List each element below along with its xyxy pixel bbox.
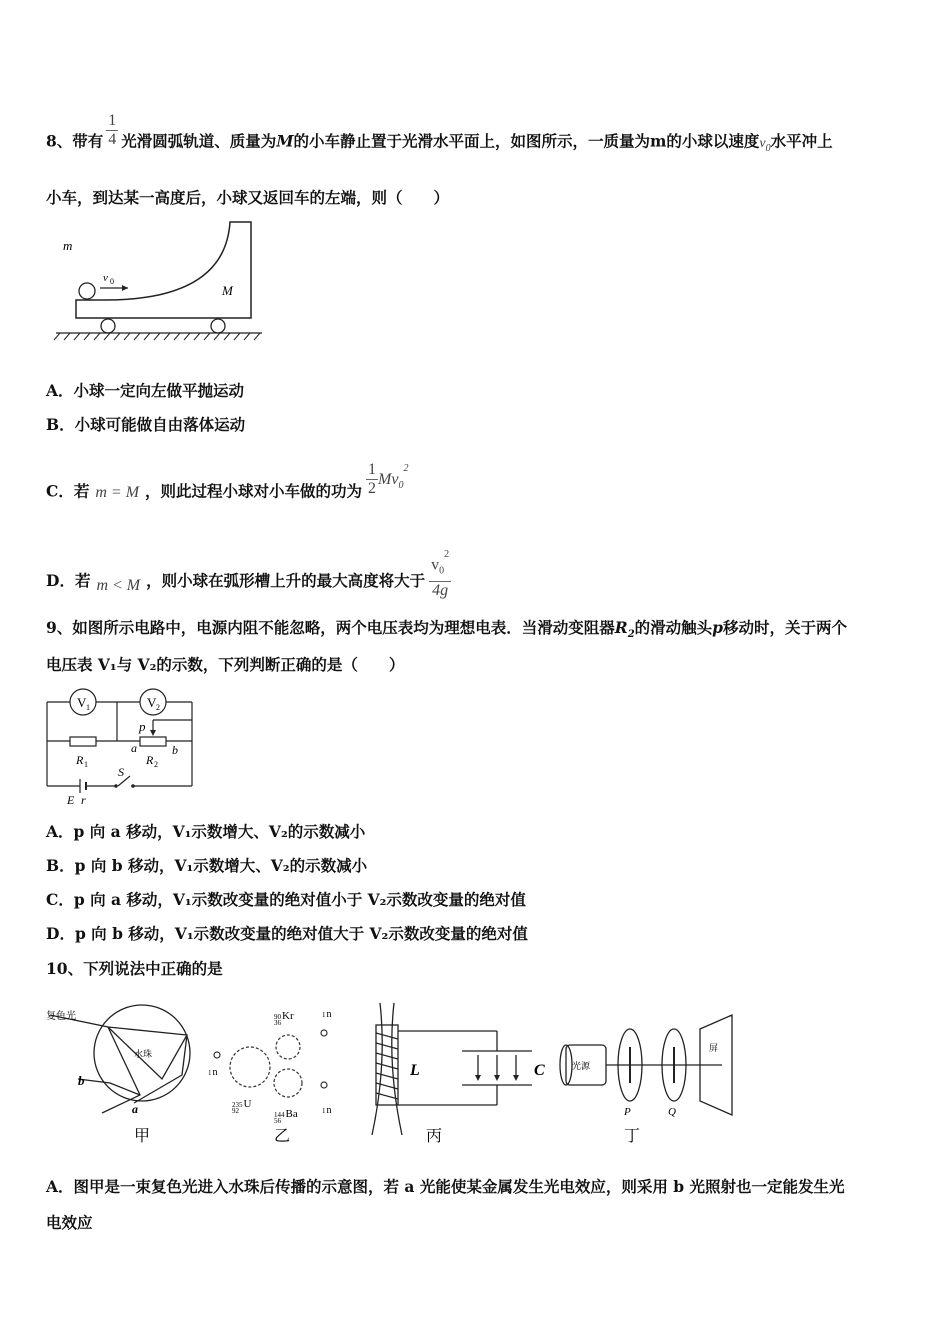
fig-ding-guangyuan: 光源 <box>572 1061 591 1071</box>
fig-yi-n-left: 1n <box>208 1067 218 1078</box>
q9-fig-v2: V <box>147 695 157 710</box>
q9-option-b: B．p 向 b 移动，V₁示数增大、V₂的示数减小 <box>46 856 368 875</box>
fig-ding-q: Q <box>668 1106 676 1118</box>
q9-fig-s: S <box>118 765 124 779</box>
q9-fig-v1: V <box>77 695 87 710</box>
fig-jia-caption: 甲 <box>134 1128 151 1145</box>
fig-yi-ba: 144Ba <box>274 1108 298 1120</box>
q9-fig-e: E <box>67 793 75 806</box>
q9-option-a: A．p 向 a 移动，V₁示数增大、V₂的示数减小 <box>46 822 366 841</box>
fig-yi-u: 235U <box>232 1098 252 1110</box>
q8-quarter-fraction: $\frac{1}{4}$ <box>108 112 117 148</box>
fig-jia-shuizhu-label: 水珠 <box>134 1049 153 1059</box>
fig-bing-caption: 丙 <box>426 1128 443 1145</box>
fig-ding-ping: 屏 <box>709 1043 719 1053</box>
fig-jia-fuse-label: 复色光 <box>46 1011 76 1022</box>
q8-option-b: B．小球可能做自由落体运动 <box>46 415 246 434</box>
q9-line2: 电压表 V₁与 V₂的示数，下列判断正确的是（ ） <box>46 655 405 674</box>
q9-fig-r: r <box>81 793 86 806</box>
svg-text:36: 36 <box>274 1019 281 1027</box>
svg-text:92: 92 <box>232 1107 239 1115</box>
q9-fig-r1: R <box>76 753 84 767</box>
q10-option-a-line1: A．图甲是一束复色光进入水珠后传播的示意图，若 a 光能使某金属发生光电效应，则采用 b 光照射也一定能发生光 <box>46 1177 845 1196</box>
q8-d-fraction: $\frac{v_0^2}{4g}$ <box>431 549 450 599</box>
q8-fig-M-label: M <box>222 283 233 298</box>
fig-bing <box>372 1003 532 1135</box>
fig-jia-b-label: b <box>78 1073 85 1088</box>
q9-option-d: D．p 向 b 移动，V₁示数改变量的绝对值大于 V₂示数改变量的绝对值 <box>46 924 528 943</box>
q8-option-a: A．小球一定向左做平抛运动 <box>46 381 245 400</box>
q9-fig-p: p <box>139 719 146 734</box>
svg-text:2: 2 <box>156 703 160 712</box>
q10-line1: 10、下列说法中正确的是 <box>46 959 223 978</box>
q9-fig-r2: R <box>146 753 154 767</box>
q8-number: 8、带有 <box>46 131 104 151</box>
q8-option-c: C．若 m = M ，则此过程小球对小车做的功为 $\frac{1}{2}$ $Mv_0^2$ <box>46 461 409 501</box>
fig-yi-kr: 90Kr <box>274 1010 294 1022</box>
svg-text:2: 2 <box>154 760 158 769</box>
q8-fig-m-label: m <box>63 238 73 253</box>
q9-circuit-figure <box>42 686 202 806</box>
svg-text:56: 56 <box>274 1117 281 1125</box>
q9-fig-b: b <box>172 743 178 757</box>
q8-c-fraction: $\frac{1}{2}$ <box>368 461 377 497</box>
fig-ding-caption: 丁 <box>624 1128 641 1145</box>
svg-text:1: 1 <box>86 703 90 712</box>
q9-fig-a: a <box>131 741 137 755</box>
fig-yi <box>214 1030 327 1097</box>
q8-fig-v-sub: 0 <box>110 277 114 286</box>
fig-jia-a-label: a <box>132 1102 138 1116</box>
fig-ding-p: P <box>624 1106 631 1118</box>
fig-yi-n-bottom: 1n <box>322 1105 332 1116</box>
q8-cart-figure <box>50 218 280 348</box>
fig-bing-c-label: C <box>534 1062 545 1079</box>
q8-option-d: D．若 m < M ，则小球在弧形槽上升的最大高度将大于 $\frac{v_0^2}{4g}$ <box>46 549 450 599</box>
q9-line1: 9、如图所示电路中，电源内阻不能忽略，两个电压表均为理想电表．当滑动变阻器$R_2$的滑动触头p移动时，关于两个 <box>46 618 848 641</box>
q8-line1: 8、带有 $\frac{1}{4}$ 光滑圆弧轨道、质量为M的小车静止置于光滑水平面上，如图所示，一质量为m的小球以速度$v_0$水平冲上 <box>46 112 833 154</box>
svg-text:1: 1 <box>84 760 88 769</box>
q10-figures <box>42 995 762 1155</box>
fig-yi-caption: 乙 <box>274 1128 291 1145</box>
fig-yi-n-top: 1n <box>322 1009 332 1020</box>
q8-line2: 小车，到达某一高度后，小球又返回车的左端，则（ ） <box>46 188 450 207</box>
fig-bing-l-label: L <box>410 1062 420 1079</box>
q8-fig-v-label: v <box>103 272 108 284</box>
q10-option-a-line2: 电效应 <box>46 1213 93 1232</box>
q9-option-c: C．p 向 a 移动，V₁示数改变量的绝对值小于 V₂示数改变量的绝对值 <box>46 890 526 909</box>
